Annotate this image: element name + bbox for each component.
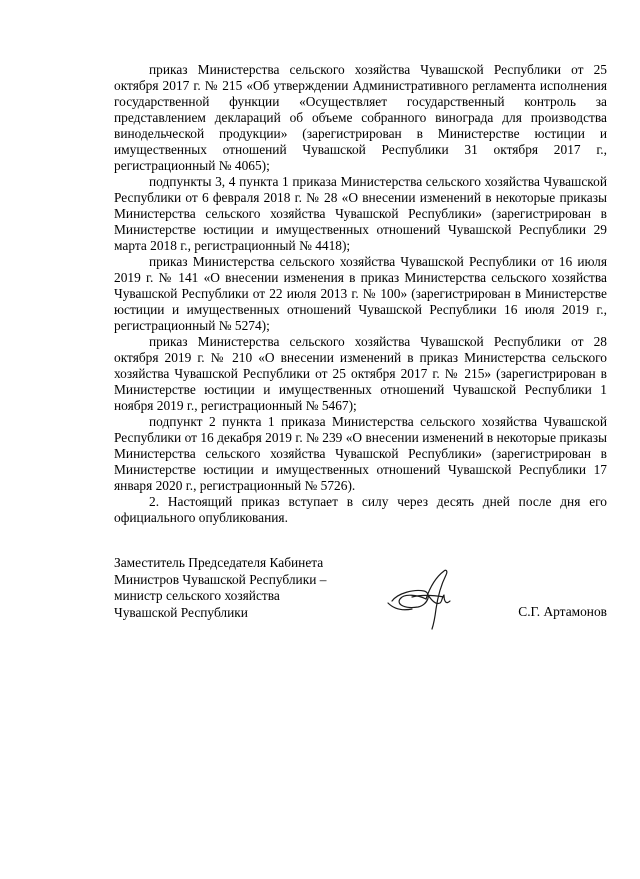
paragraph-order-210: приказ Министерства сельского хозяйства Чувашской Республики от 28 октября 2019 г. № 210 «О внесении изменений в приказ Министерства сельского хозяйства Чувашской Республики от 25 октября 2017 г. № 215» (зарегистрирован в Министерстве юстиции и имущественных отношений Чувашской Республики 1 ноября 2019 г., регистрационный № 5467); bbox=[114, 334, 607, 413]
signer-name: С.Г. Артамонов bbox=[518, 604, 607, 619]
paragraph-order-239: подпункт 2 пункта 1 приказа Министерства сельского хозяйства Чувашской Республики от 16 декабря 2019 г. № 239 «О внесении изменений в некоторые приказы Министерства сельского хозяйства Чувашской Республики» (зарегистрирован в Министерстве юстиции и имущественных отношений Чувашской Республики 17 января 2020 г., регистрационный № 5726). bbox=[114, 414, 607, 493]
signer-title bbox=[114, 555, 326, 621]
signer-title-line: Заместитель Председателя Кабинета bbox=[114, 555, 324, 570]
paragraph-order-215: приказ Министерства сельского хозяйства Чувашской Республики от 25 октября 2017 г. № 215 «Об утверждении Административного регламента исполнения государственной функции «Осуществляет государственный контроль за представлением деклараций об объеме собранного винограда для производства винодельческой продукции» (зарегистрирован в Министерстве юстиции и имущественных отношений Чувашской Республики 31 октября 2017 г., регистрационный № 4065); bbox=[114, 62, 607, 173]
paragraph-order-141: приказ Министерства сельского хозяйства Чувашской Республики от 16 июля 2019 г. № 141 «О внесении изменения в приказ Министерства сельского хозяйства Чувашской Республики от 22 июля 2013 г. № 100» (зарегистрирован в Министерстве юстиции и имущественных отношений Чувашской Республики 16 июля 2019 г., регистрационный № 5274); bbox=[114, 254, 607, 333]
signer-title-line: министр сельского хозяйства bbox=[114, 588, 280, 603]
document-body bbox=[114, 62, 607, 526]
signer-title-line: Чувашской Республики bbox=[114, 604, 248, 620]
handwritten-signature bbox=[384, 565, 464, 631]
paragraph-order-28: подпункты 3, 4 пункта 1 приказа Министерства сельского хозяйства Чувашской Республики от 6 февраля 2018 г. № 28 «О внесении изменений в некоторые приказы Министерства сельского хозяйства Чувашской Республики» (зарегистрирован в Министерстве юстиции и имущественных отношений Чувашской Республики 29 марта 2018 г., регистрационный № 4418); bbox=[114, 174, 607, 253]
paragraph-effective-date: 2. Настоящий приказ вступает в силу через десять дней после дня его официального опубликования. bbox=[114, 494, 607, 525]
signer-title-line: Министров Чувашской Республики – bbox=[114, 571, 327, 587]
signature-block bbox=[114, 555, 607, 635]
